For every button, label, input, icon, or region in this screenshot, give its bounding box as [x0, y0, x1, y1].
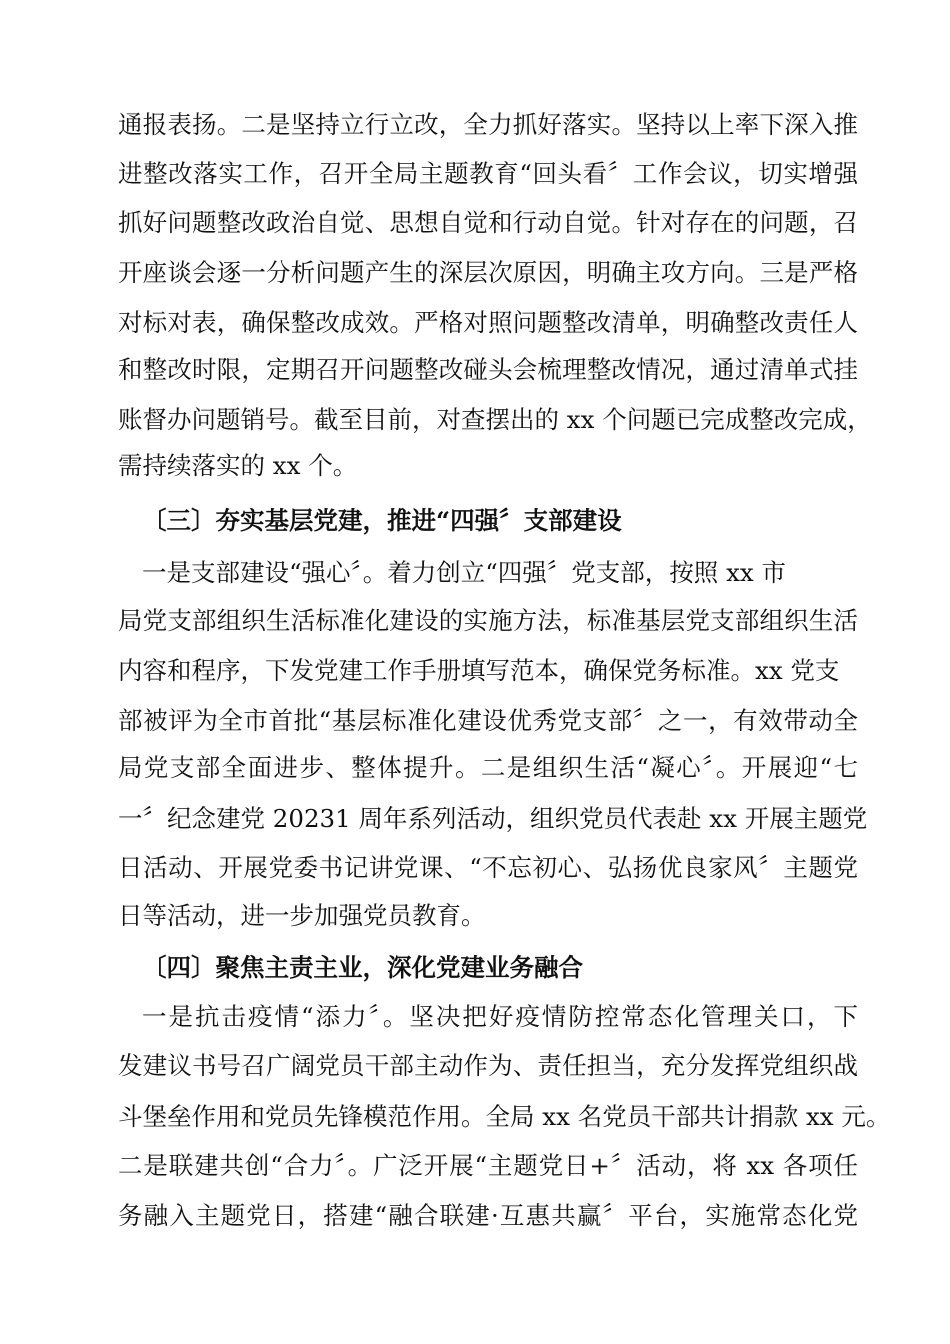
- paragraph-line: 局党支部组织生活标准化建设的实施方法，标准基层党支部组织生活: [118, 606, 858, 635]
- paragraph-line: 一〞纪念建党 20231 周年系列活动，组织党员代表赴 xx 开展主题党: [118, 804, 868, 833]
- paragraph-line: 一是抗击疫情“添力〞。坚决把好疫情防控常态化管理关口，下: [142, 1002, 858, 1031]
- paragraph-line: 斗堡垒作用和党员先锋模范作用。全局 xx 名党员干部共计捐款 xx 元。: [118, 1102, 891, 1131]
- paragraph-line: 内容和程序，下发党建工作手册填写范本，确保党务标准。xx 党支: [118, 656, 840, 685]
- paragraph-line: 和整改时限，定期召开问题整改碰头会梳理整改情况，通过清单式挂: [118, 355, 858, 384]
- paragraph-line: 开座谈会逐一分析问题产生的深层次原因，明确主攻方向。三是严格: [118, 258, 858, 287]
- section-heading: 〔三〕夯实基层党建，推进“四强〞支部建设: [142, 506, 622, 535]
- section-heading: 〔四〕聚焦主责主业，深化党建业务融合: [142, 953, 583, 982]
- paragraph-line: 发建议书号召广阔党员干部主动作为、责任担当，充分发挥党组织战: [118, 1051, 858, 1080]
- paragraph-line: 务融入主题党日，搭建“融合联建·互惠共赢〞平台，实施常态化党: [118, 1201, 858, 1230]
- paragraph-line: 进整改落实工作，召开全局主题教育“回头看〞工作会议，切实增强: [118, 159, 858, 188]
- paragraph-line: 通报表扬。二是坚持立行立改，全力抓好落实。坚持以上率下深入推: [118, 110, 858, 139]
- paragraph-line: 二是联建共创“合力〞。广泛开展“主题党日+〞活动，将 xx 各项任: [118, 1151, 858, 1180]
- paragraph-line: 日等活动，进一步加强党员教育。: [118, 901, 486, 930]
- paragraph-line: 账督办问题销号。截至目前，对查摆出的 xx 个问题已完成整改完成，: [118, 405, 872, 434]
- paragraph-line: 局党支部全面进步、整体提升。二是组织生活“凝心〞。开展迎“七: [118, 753, 858, 782]
- paragraph-line: 日活动、开展党委书记讲党课、“不忘初心、弘扬优良家风〞主题党: [118, 853, 858, 882]
- paragraph-line: 需持续落实的 xx 个。: [118, 451, 358, 480]
- paragraph-line: 对标对表，确保整改成效。严格对照问题整改清单，明确整改责任人: [118, 308, 858, 337]
- paragraph-line: 抓好问题整改政治自觉、思想自觉和行动自觉。针对存在的问题，召: [118, 208, 858, 237]
- paragraph-line: 一是支部建设“强心〞。着力创立“四强〞党支部，按照 xx 市: [142, 558, 787, 587]
- paragraph-line: 部被评为全市首批“基层标准化建设优秀党支部〞之一，有效带动全: [118, 706, 858, 735]
